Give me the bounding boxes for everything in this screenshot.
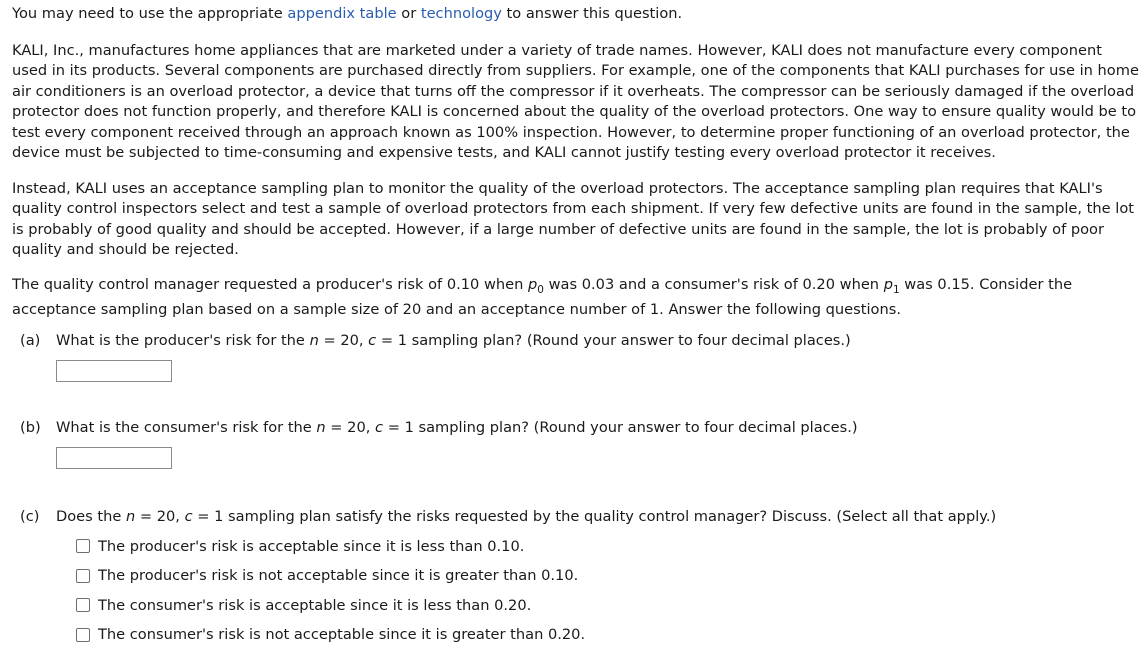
question-c-label: (c)	[20, 507, 40, 525]
technology-link[interactable]: technology	[420, 5, 502, 22]
question-b-label: (b)	[20, 418, 41, 436]
checkbox-producer-not-acceptable[interactable]	[76, 569, 90, 583]
question-c-mid: = 20,	[135, 507, 185, 525]
question-c-post: = 1 sampling plan satisfy the risks requested by the quality control manager? Discuss. (Select all that apply.)	[192, 507, 997, 525]
question-c-options	[76, 532, 1140, 650]
p1-subscript: 1	[892, 283, 900, 296]
intro-middle: or	[396, 5, 421, 22]
consumers-risk-input[interactable]	[56, 447, 172, 469]
p0-variable: p	[528, 275, 538, 293]
question-c	[20, 507, 1140, 527]
intro-prefix: You may need to use the appropriate	[12, 5, 288, 22]
question-a-mid: = 20,	[318, 331, 369, 349]
option-producer-acceptable[interactable]	[76, 532, 1140, 562]
question-page	[12, 4, 1140, 650]
paragraph-background: KALI, Inc., manufactures home appliances that are marketed under a variety of trade names. However, KALI does not manufacture every component used in its products. Several components are purchased directly from suppliers. For example, one of the components that KALI purchases for use in home air conditioners is an overload protector, a device that turns off the compressor if it overheats. The compressor can be seriously damaged if the overload protector does not function properly, and therefore KALI is concerned about the quality of the overload protectors. One way to ensure quality would be to test every component received through an approach known as 100% inspection. However, to determine proper functioning of an overload protector, the device must be subjected to time-consuming and expensive tests, and KALI cannot justify testing every overload protector it receives.	[12, 41, 1139, 161]
option-producer-not-acceptable[interactable]	[76, 561, 1140, 591]
option-label: The producer's risk is not acceptable since it is greater than 0.10.	[98, 567, 579, 585]
c-variable: c	[184, 507, 193, 525]
option-label: The producer's risk is acceptable since it is less than 0.10.	[98, 537, 525, 555]
question-b-pre: What is the consumer's risk for the	[56, 418, 317, 436]
question-a-text	[56, 331, 851, 351]
n-variable: n	[309, 331, 319, 349]
p1-variable: p	[883, 275, 893, 293]
risks-text-3: was 0.15. Consider the acceptance sampling plan based on a sample size of 20 and an acceptance number of 1. Answer the following questions.	[12, 275, 1073, 318]
option-consumer-not-acceptable[interactable]	[76, 620, 1140, 650]
question-a	[20, 331, 1140, 351]
question-b-post: = 1 sampling plan? (Round your answer to four decimal places.)	[383, 418, 858, 436]
option-consumer-acceptable[interactable]	[76, 591, 1140, 621]
question-b-text	[56, 418, 858, 438]
paragraph-acceptance-sampling: Instead, KALI uses an acceptance sampling plan to monitor the quality of the overload protectors. The acceptance sampling plan requires that KALI's quality control inspectors select and test a sample of overload protectors from each shipment. If very few defective units are found in the sample, the lot is probably of good quality and should be accepted. However, if a large number of defective units are found in the sample, the lot is probably of poor quality and should be rejected.	[12, 179, 1134, 258]
intro-suffix: to answer this question.	[501, 5, 683, 22]
question-b	[20, 418, 1140, 438]
c-variable: c	[375, 418, 384, 436]
question-c-pre: Does the	[56, 507, 126, 525]
p0-subscript: 0	[537, 283, 544, 296]
question-c-text	[56, 507, 996, 527]
producers-risk-input[interactable]	[56, 360, 172, 382]
question-b-mid: = 20,	[325, 418, 376, 436]
n-variable: n	[125, 507, 136, 525]
question-a-pre: What is the producer's risk for the	[56, 331, 310, 349]
risks-text-2: was 0.03 and a consumer's risk of 0.20 when	[543, 275, 884, 293]
checkbox-consumer-not-acceptable[interactable]	[76, 628, 90, 642]
checkbox-consumer-acceptable[interactable]	[76, 598, 90, 612]
checkbox-producer-acceptable[interactable]	[76, 539, 90, 553]
appendix-table-link[interactable]: appendix table	[287, 5, 397, 22]
n-variable: n	[316, 418, 326, 436]
c-variable: c	[368, 331, 377, 349]
option-label: The consumer's risk is acceptable since it is less than 0.20.	[98, 596, 532, 614]
question-a-post: = 1 sampling plan? (Round your answer to four decimal places.)	[376, 331, 851, 349]
paragraph-risks	[12, 275, 1140, 321]
option-label: The consumer's risk is not acceptable since it is greater than 0.20.	[98, 626, 586, 644]
question-a-label: (a)	[20, 331, 41, 349]
intro-line	[12, 4, 1140, 25]
risks-text-1: The quality control manager requested a producer's risk of 0.10 when	[12, 275, 529, 293]
